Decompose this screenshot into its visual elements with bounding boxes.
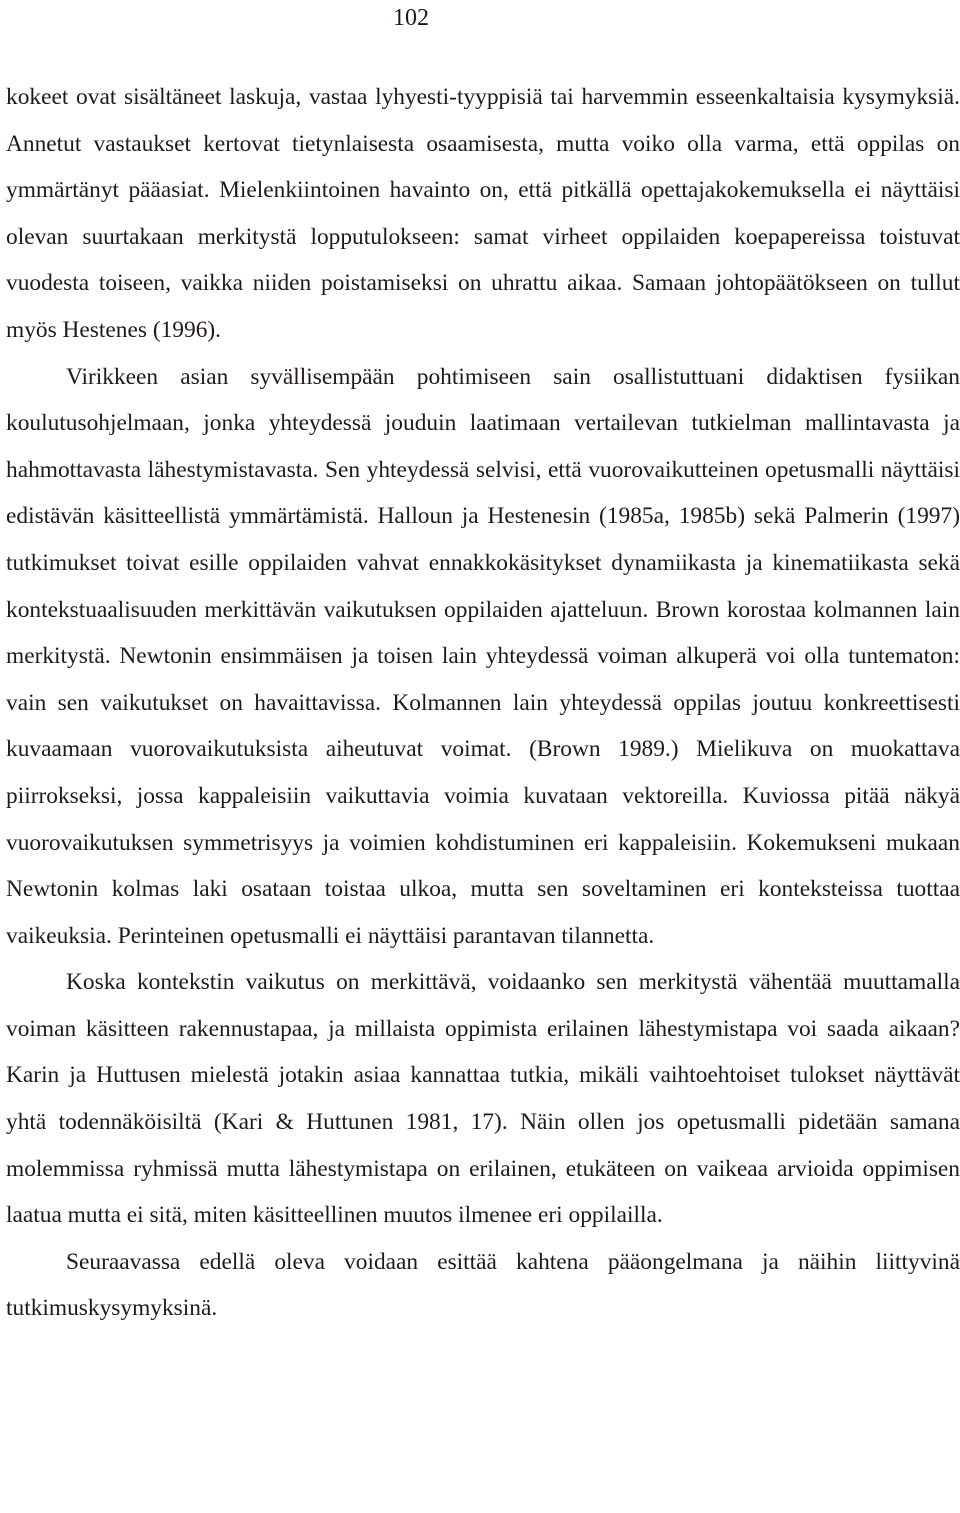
paragraph-2: Virikkeen asian syvällisempään pohtimiseen sain osallistuttuani didaktisen fysiikan koulutusohjelmaan, jonka yhteydessä jouduin laatimaan vertailevan tutkielman mallintavasta ja hahmottavasta lähestymistavasta. Sen yhteydessä selvisi, että vuorovaikutteinen opetusmalli näyttäisi edistävän käsitteellistä ymmärtämistä. Halloun ja Hestenesin (1985a, 1985b) sekä Palmerin (1997) tutkimukset toivat esille oppilaiden vahvat ennakkokäsitykset dynamiikasta ja kinematiikasta sekä kontekstuaalisuuden merkittävän vaikutuksen oppilaiden ajatteluun. Brown korostaa kolmannen lain merkitystä. Newtonin ensimmäisen ja toisen lain yhteydessä voiman alkuperä voi olla tuntematon: vain sen vaikutukset on havaittavissa. Kolmannen lain yhteydessä oppilas joutuu konkreettisesti kuvaamaan vuorovaikutuksista aiheutuvat voimat. (Brown 1989.) Mielikuva on muokattava piirrokseksi, jossa kappaleisiin vaikuttavia voimia kuvataan vektoreilla. Kuviossa pitää näkyä vuorovaikutuksen symmetrisyys ja voimien kohdistuminen eri kappaleisiin. Kokemukseni mukaan Newtonin kolmas laki osataan toistaa ulkoa, mutta sen soveltaminen eri konteksteissa tuottaa vaikeuksia. Perinteinen opetusmalli ei näyttäisi parantavan tilannetta. bbox=[6, 363, 960, 949]
paragraph-1: kokeet ovat sisältäneet laskuja, vastaa lyhyesti-tyyppisiä tai harvemmin esseenkaltaisia kysymyksiä. Annetut vastaukset kertovat tietynlaisesta osaamisesta, mutta voiko olla varma, että oppilas on ymmärtänyt pääasiat. Mielenkiintoinen havainto on, että pitkällä opettajakokemuksella ei näyttäisi olevan suurtakaan merkitystä lopputulokseen: samat virheet oppilaiden koepapereissa toistuvat vuodesta toiseen, vaikka niiden poistamiseksi on uhrattu aikaa. Samaan johtopäätökseen on tullut myös Hestenes (1996). bbox=[6, 84, 960, 343]
page-number: 102 bbox=[393, 5, 429, 31]
paragraph-4: Seuraavassa edellä oleva voidaan esittää kahtena pääongelmana ja näihin liittyvinä tutkimuskysymyksinä. bbox=[6, 1248, 960, 1322]
document-body bbox=[6, 74, 960, 1332]
paragraph-3: Koska kontekstin vaikutus on merkittävä, voidaanko sen merkitystä vähentää muuttamalla voiman käsitteen rakennustapaa, ja millaista oppimista erilainen lähestymistapa voi saada aikaan? Karin ja Huttusen mielestä jotakin asiaa kannattaa tutkia, mikäli vaihtoehtoiset tulokset näyttävät yhtä todennäköisiltä (Kari & Huttunen 1981, 17). Näin ollen jos opetusmalli pidetään samana molemmissa ryhmissä mutta lähestymistapa on erilainen, etukäteen on vaikeaa arvioida oppimisen laatua mutta ei sitä, miten käsitteellinen muutos ilmenee eri oppilailla. bbox=[6, 969, 960, 1229]
